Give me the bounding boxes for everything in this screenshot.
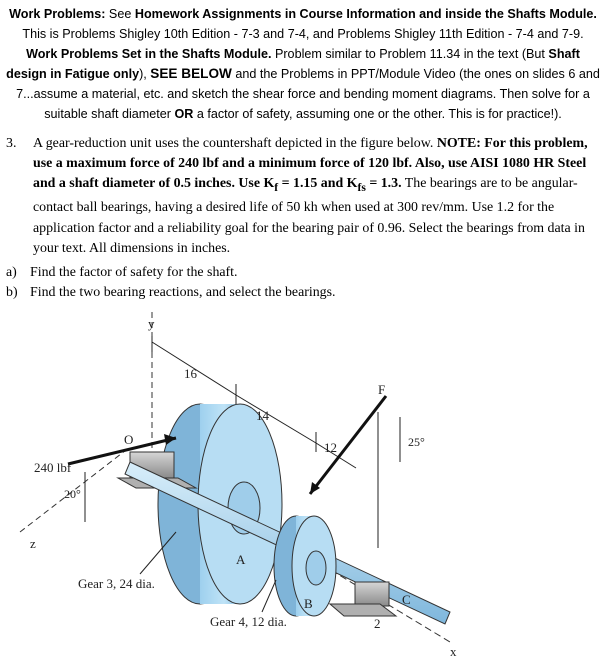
- y-axis-label: y: [148, 316, 155, 331]
- header-text: See: [105, 7, 135, 21]
- gear-3-label: Gear 3, 24 dia.: [78, 576, 155, 591]
- part-label: b): [6, 285, 18, 300]
- force-240-label: 240 lbf: [34, 460, 72, 475]
- point-c-label: C: [402, 592, 411, 607]
- header-bold-text: Work Problems Set in the Shafts Module.: [26, 47, 272, 61]
- header-bold-text: OR: [174, 107, 194, 121]
- problem-text: A gear-reduction unit uses the countershaft depicted in the figure below.: [33, 136, 437, 151]
- work-problems-label: Work Problems:: [9, 7, 106, 21]
- part-text: Find the two bearing reactions, and select the bearings.: [30, 285, 336, 300]
- part-a: [6, 263, 596, 283]
- see-below-label: SEE BELOW: [150, 66, 232, 81]
- part-text: Find the factor of safety for the shaft.: [30, 265, 238, 280]
- instructions-header: [6, 4, 600, 124]
- dimension-12: 12: [324, 440, 337, 455]
- force-f-label: F: [378, 382, 386, 397]
- x-axis-label: x: [450, 644, 457, 659]
- subscript: fs: [357, 181, 366, 195]
- dimension-2: 2: [374, 616, 381, 631]
- problem-number: 3.: [6, 136, 17, 151]
- problem-text: The bearings are to be angular-contact ball bearings, having a desired life of 50 kh when used at 300 rev/mm. Use 1.2 for the application factor and a reliability goal for the bearing pair of 0.96. Select the bearings from data in your text. All dimensions in inches.: [33, 176, 585, 256]
- point-o-label: O: [124, 432, 134, 447]
- countershaft-diagram: [0, 312, 606, 660]
- header-bold-text: Homework Assignments in Course Information and inside the Shafts Module.: [134, 7, 597, 21]
- header-text: ),: [139, 67, 151, 81]
- subscript: f: [274, 181, 279, 195]
- header-text: This is Problems Shigley 10th Edition - 7-3 and 7-4, and Problems Shigley 11th Edition - 7-4 and 7-9.: [22, 27, 584, 41]
- gear-4-hub: [306, 551, 326, 585]
- problem-note: = 1.3.: [365, 176, 402, 192]
- angle-20-label: 20°: [64, 487, 81, 501]
- header-text: Problem similar to Problem 11.34 in the text (But: [271, 47, 549, 61]
- part-label: a): [6, 265, 17, 280]
- problem-parts: [6, 263, 596, 303]
- dimension-14: 14: [256, 408, 269, 423]
- angle-25-label: 25°: [408, 435, 425, 449]
- dimension-16: 16: [184, 366, 197, 381]
- problem-statement: [6, 134, 596, 259]
- part-b: [6, 283, 596, 303]
- problem-body: [33, 134, 596, 259]
- problem-note: NOTE: For this problem, use a maximum force of 240 lbf and a minimum force of 120 lbf. Also, use AISI 1080 HR Steel and a shaft diameter of 0.5 inches. Use K: [33, 136, 588, 192]
- header-bold-text: Shaft design in Fatigue only: [6, 47, 580, 81]
- z-axis-label: z: [30, 536, 36, 551]
- point-a-label: A: [236, 552, 246, 567]
- gear-4-label: Gear 4, 12 dia.: [210, 614, 287, 629]
- point-b-label: B: [304, 596, 313, 611]
- header-text: and the Problems in PPT/Module Video (the ones on slides 6 and 7...assume a material, etc. and sketch the shear force and bending moment diagrams. Then solve for a suitable shaft diameter: [16, 67, 600, 121]
- problem-note: = 1.15 and K: [278, 176, 358, 192]
- header-text: a factor of safety, assuming one or the other. This is for practice!).: [193, 107, 562, 121]
- force-arrow-f: [310, 396, 386, 494]
- bearing-c: [355, 582, 389, 606]
- countershaft-figure: [0, 312, 606, 660]
